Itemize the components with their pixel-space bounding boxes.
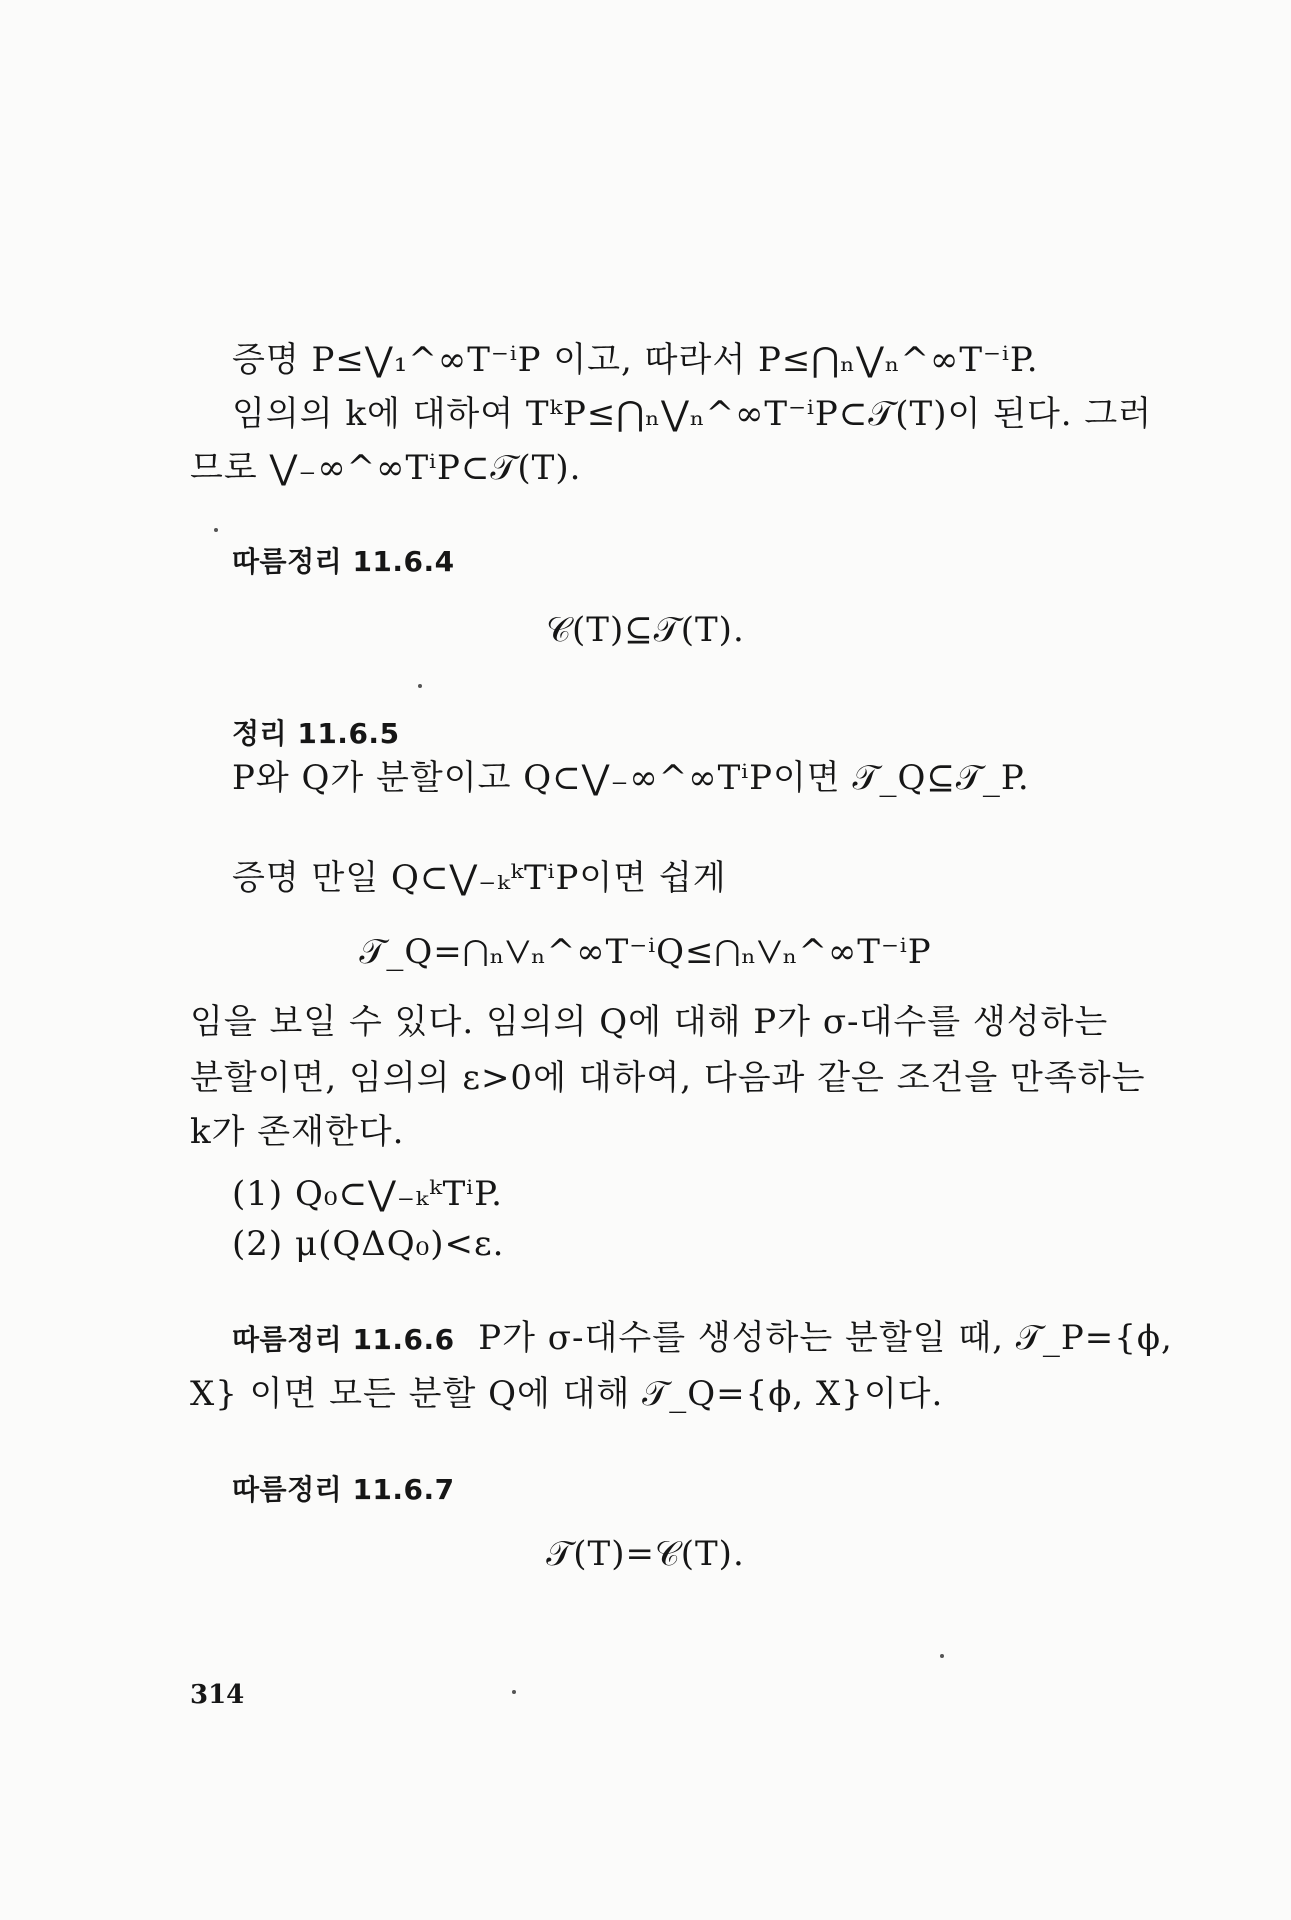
corollary-11-6-7-formula: 𝒯(T)=𝒞(T).	[546, 1534, 745, 1574]
scan-speck	[214, 528, 218, 532]
proof2-formula: 𝒯_Q=⋂ₙ⋁ₙ^∞T⁻ⁱQ≤⋂ₙ⋁ₙ^∞T⁻ⁱP	[359, 932, 932, 972]
scan-speck	[940, 1654, 944, 1658]
corollary-11-6-7-label: 따름정리 11.6.7	[232, 1473, 455, 1506]
proof2-line2: 임을 보일 수 있다. 임의의 Q에 대해 P가 σ-대수를 생성하는	[190, 1002, 1109, 1042]
condition-item-2: (2) μ(QΔQ₀)<ε.	[232, 1224, 505, 1264]
proof2-line3: 분할이면, 임의의 ε>0에 대하여, 다음과 같은 조건을 만족하는	[190, 1058, 1146, 1098]
proof1-line2: 임의의 k에 대하여 TᵏP≤⋂ₙ⋁ₙ^∞T⁻ⁱP⊂𝒯(T)이 된다. 그러	[232, 394, 1153, 434]
proof1-line3: 므로 ⋁₋∞^∞TⁱP⊂𝒯(T).	[190, 448, 582, 488]
scan-speck	[418, 684, 422, 688]
corollary-11-6-6-line2: X} 이면 모든 분할 Q에 대해 𝒯_Q={ϕ, X}이다.	[190, 1374, 944, 1414]
scan-speck	[512, 1690, 516, 1694]
proof1-line1: 증명 P≤⋁₁^∞T⁻ⁱP 이고, 따라서 P≤⋂ₙ⋁ₙ^∞T⁻ⁱP.	[232, 340, 1039, 380]
corollary-11-6-6-label: 따름정리 11.6.6	[232, 1323, 455, 1356]
corollary-11-6-6-line1	[232, 1316, 1173, 1362]
corollary-11-6-4-formula: 𝒞(T)⊆𝒯(T).	[546, 610, 745, 650]
corollary-11-6-6-text: P가 σ-대수를 생성하는 분할일 때, 𝒯_P={ϕ,	[478, 1318, 1173, 1358]
proof2-line1: 증명 만일 Q⊂⋁₋ₖᵏTⁱP이면 쉽게	[232, 858, 727, 898]
condition-item-1: (1) Q₀⊂⋁₋ₖᵏTⁱP.	[232, 1174, 503, 1214]
page-number: 314	[190, 1680, 245, 1710]
corollary-11-6-4-label: 따름정리 11.6.4	[232, 545, 455, 578]
theorem-11-6-5-label: 정리 11.6.5	[232, 717, 400, 750]
theorem-11-6-5-statement: P와 Q가 분할이고 Q⊂⋁₋∞^∞TⁱP이면 𝒯_Q⊆𝒯_P.	[232, 758, 1030, 798]
proof2-line4: k가 존재한다.	[190, 1112, 405, 1152]
